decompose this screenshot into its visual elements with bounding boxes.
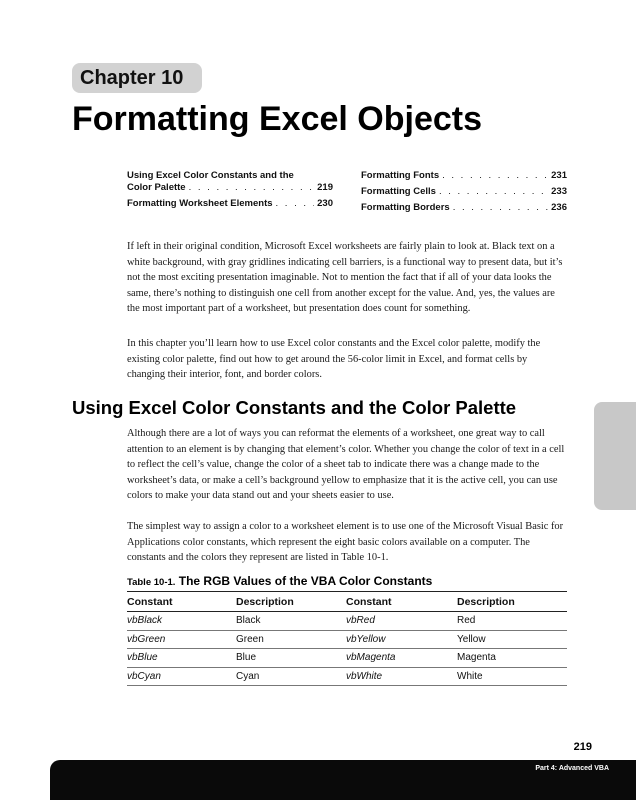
toc-entry[interactable] xyxy=(127,198,333,210)
table-cell: Yellow xyxy=(457,630,567,649)
section-paragraph-1: Although there are a lot of ways you can reformat the elements of a worksheet, one great way to call attention to an element is by changing that element’s color. Whether you change the color of text in a cell to reflect the cell’s value, change the color of a sheet tab to indicate there was a change made to the worksheet’s data, or make a cell’s background yellow to emphasize that it is the active cell, you can use colors to make your data stand out and your sheets easier to use. xyxy=(127,428,565,501)
page-number: 219 xyxy=(573,741,592,753)
toc-entry[interactable] xyxy=(127,170,333,194)
table-cell: vbMagenta xyxy=(346,649,457,668)
table-cell: vbYellow xyxy=(346,630,457,649)
toc-entry[interactable] xyxy=(361,186,567,198)
toc-entry-label-line1: Using Excel Color Constants and the xyxy=(127,170,294,181)
table-cell: vbBlue xyxy=(127,649,236,668)
toc-entry-label: Color Palette xyxy=(127,182,186,193)
table-cell: vbRed xyxy=(346,612,457,631)
side-thumb-tab xyxy=(594,402,636,510)
table-row xyxy=(127,649,567,668)
section-paragraph-2: The simplest way to assign a color to a worksheet element is to use one of the Microsoft Visual Basic for Applications color constants, which represent the eight basic colors available on a computer. The constants and the colors they represent are listed in Table 10-1. xyxy=(127,521,564,563)
column-header: Constant xyxy=(127,592,236,612)
toc-entry-label: Formatting Borders xyxy=(361,202,450,213)
toc-entry-label: Formatting Fonts xyxy=(361,170,440,181)
toc-entry-page: 231 xyxy=(551,170,567,181)
toc-entry-label: Formatting Cells xyxy=(361,186,436,197)
table-header-row xyxy=(127,592,567,612)
toc-entry[interactable] xyxy=(361,202,567,214)
toc-leader-dots xyxy=(453,202,548,214)
table-caption xyxy=(127,574,432,588)
table-row xyxy=(127,630,567,649)
toc-entry-page: 219 xyxy=(317,182,333,193)
table-cell: Green xyxy=(236,630,346,649)
intro-paragraph-2: In this chapter you’ll learn how to use Excel color constants and the Excel color palette, modify the existing color palette, find out how to get around the 56-color limit in Excel, and format cells by changing their interior, font, and border colors. xyxy=(127,338,541,380)
toc-entry-page: 236 xyxy=(551,202,567,213)
table-cell: Black xyxy=(236,612,346,631)
table-cell: vbCyan xyxy=(127,667,236,686)
table-cell: Magenta xyxy=(457,649,567,668)
table-row xyxy=(127,612,567,631)
table-cell: vbGreen xyxy=(127,630,236,649)
chapter-badge: Chapter 10 xyxy=(72,63,202,93)
chapter-title: Formatting Excel Objects xyxy=(72,100,482,138)
intro-paragraph-1: If left in their original condition, Microsoft Excel worksheets are fairly plain to look at. Black text on a white background, with gray gridlines indicating cell barriers, is a functional way to present data, but it’s not the most exciting presentation imaginable. Not to mention the fact that if all of your data looks the same, there’s nothing to distinguish one cell from another except for the value. And, yes, the values are the most important part of a worksheet, but presentation does count for something. xyxy=(127,241,563,314)
toc-leader-dots xyxy=(442,170,548,182)
table-caption-number: Table 10-1. xyxy=(127,577,176,588)
table-cell: White xyxy=(457,667,567,686)
toc-left-column xyxy=(127,170,333,214)
footer-bar xyxy=(50,760,636,800)
column-header: Description xyxy=(236,592,346,612)
toc-leader-dots xyxy=(189,182,315,194)
section-heading: Using Excel Color Constants and the Color Palette xyxy=(72,397,517,418)
table-row xyxy=(127,667,567,686)
toc-entry-label: Formatting Worksheet Elements xyxy=(127,198,273,209)
toc-leader-dots xyxy=(439,186,548,198)
toc-leader-dots xyxy=(276,198,315,210)
table-cell: vbWhite xyxy=(346,667,457,686)
table-caption-title: The RGB Values of the VBA Color Constants xyxy=(178,574,433,588)
footer-part-label: Part 4: Advanced VBA xyxy=(535,765,609,772)
table-cell: Blue xyxy=(236,649,346,668)
column-header: Constant xyxy=(346,592,457,612)
table-cell: vbBlack xyxy=(127,612,236,631)
table-cell: Cyan xyxy=(236,667,346,686)
column-header: Description xyxy=(457,592,567,612)
toc-entry[interactable] xyxy=(361,170,567,182)
toc-right-column xyxy=(361,170,567,218)
table-cell: Red xyxy=(457,612,567,631)
toc-entry-page: 230 xyxy=(317,198,333,209)
toc-entry-page: 233 xyxy=(551,186,567,197)
color-constants-table xyxy=(127,591,567,686)
